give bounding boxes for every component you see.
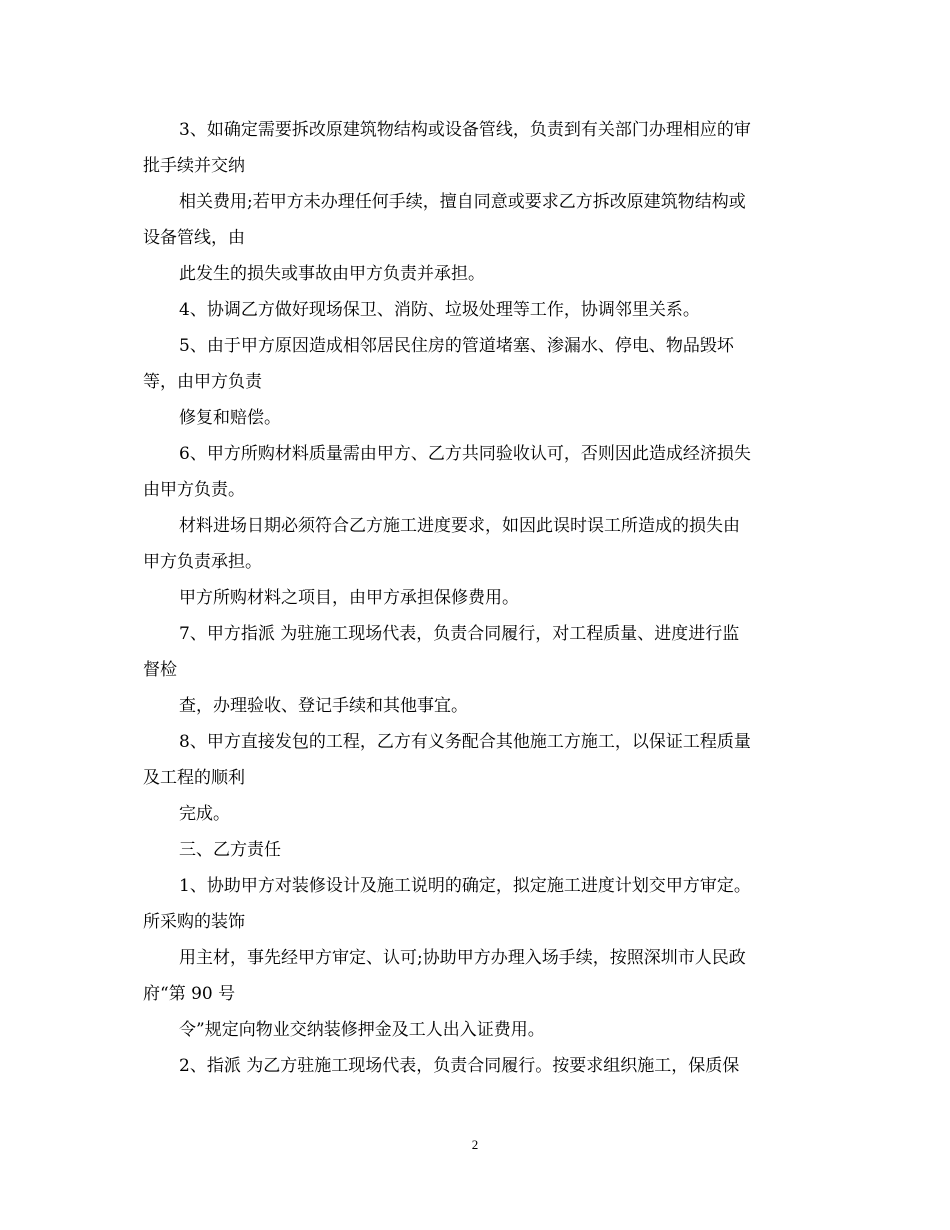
text-line: 等，由甲方负责 <box>143 372 262 392</box>
text-line: 4、协调乙方做好现场保卫、消防、垃圾处理等工作，协调邻里关系。 <box>179 300 700 320</box>
text-line: 修复和赔偿。 <box>179 408 281 428</box>
text-line: 三、乙方责任 <box>179 840 281 860</box>
text-line: 查，办理验收、登记手续和其他事宜。 <box>179 696 468 716</box>
text-line: 完成。 <box>179 804 230 824</box>
text-line: 所采购的装饰 <box>143 912 245 932</box>
page-number: 2 <box>471 1137 479 1152</box>
text-line: 1、协助甲方对装修设计及施工说明的确定，拟定施工进度计划交甲方审定。 <box>179 876 751 896</box>
text-line: 相关费用;若甲方未办理任何手续，擅自同意或要求乙方拆改原建筑物结构或 <box>179 192 746 212</box>
text-line: 6、甲方所购材料质量需由甲方、乙方共同验收认可，否则因此造成经济损失 <box>179 444 751 464</box>
text-line: 甲方所购材料之项目，由甲方承担保修费用。 <box>179 588 519 608</box>
text-line: 5、由于甲方原因造成相邻居民住房的管道堵塞、渗漏水、停电、物品毁坏 <box>179 336 734 356</box>
text-line: 用主材，事先经甲方审定、认可;协助甲方办理入场手续，按照深圳市人民政 <box>179 948 746 968</box>
text-line: 此发生的损失或事故由甲方负责并承担。 <box>179 264 485 284</box>
text-line: 8、甲方直接发包的工程，乙方有义务配合其他施工方施工，以保证工程质量 <box>179 732 751 752</box>
text-line: 2、指派 为乙方驻施工现场代表，负责合同履行。按要求组织施工，保质保 <box>179 1056 740 1076</box>
text-line: 批手续并交纳 <box>143 156 245 176</box>
text-line: 3、如确定需要拆改原建筑物结构或设备管线，负责到有关部门办理相应的审 <box>179 120 751 140</box>
text-line: 督检 <box>143 660 177 680</box>
text-line: 设备管线，由 <box>143 228 245 248</box>
text-line: 7、甲方指派 为驻施工现场代表，负责合同履行，对工程质量、进度进行监 <box>179 624 740 644</box>
text-line: 甲方负责承担。 <box>143 552 262 572</box>
text-line: 及工程的顺利 <box>143 768 245 788</box>
text-line: 令”规定向物业交纳装修押金及工人出入证费用。 <box>179 1020 545 1040</box>
text-line: 府“第 90 号 <box>143 984 236 1004</box>
text-line: 由甲方负责。 <box>143 480 245 500</box>
document-body <box>143 112 823 1084</box>
text-line: 材料进场日期必须符合乙方施工进度要求，如因此误时误工所造成的损失由 <box>179 516 740 536</box>
